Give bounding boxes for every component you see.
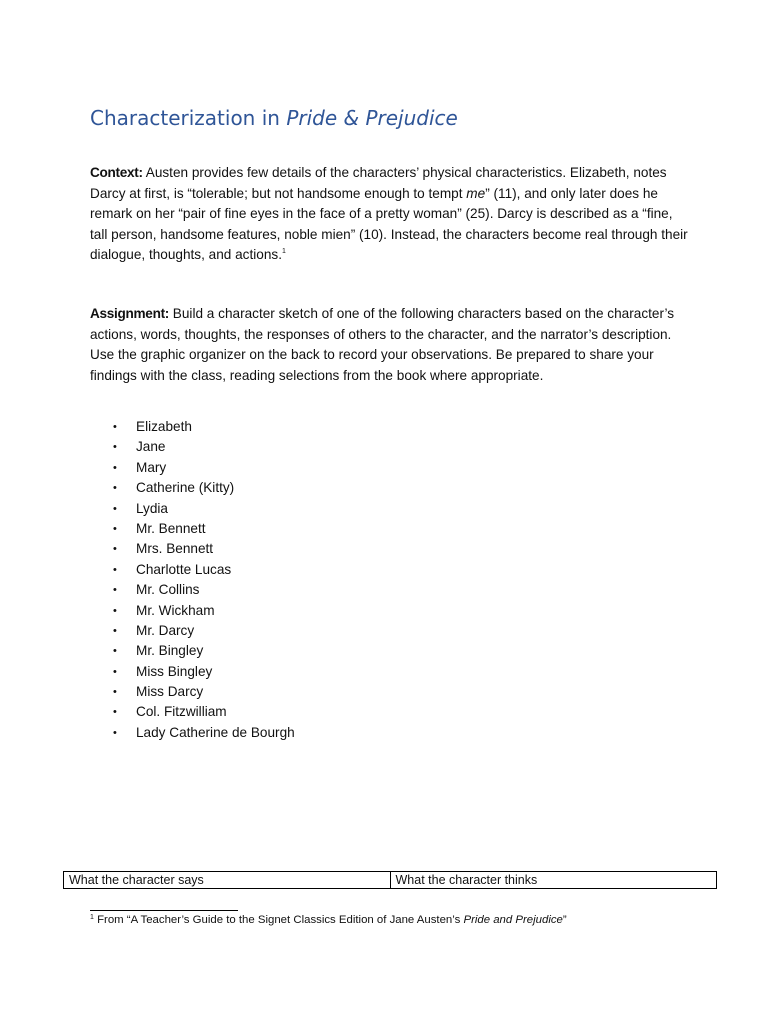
bullet-icon: • [113, 522, 117, 535]
list-item [90, 560, 295, 580]
graphic-organizer-table [63, 871, 717, 889]
character-name: Mr. Darcy [136, 622, 195, 638]
organizer-header-thinks: What the character thinks [390, 872, 717, 888]
organizer-header-says: What the character says [69, 873, 204, 887]
context-paragraph [90, 163, 690, 266]
list-item [90, 621, 295, 641]
character-name: Lady Catherine de Bourgh [136, 724, 295, 740]
assignment-paragraph [90, 304, 690, 386]
footnote-number: 1 [90, 914, 94, 921]
bullet-icon: • [113, 441, 117, 454]
list-item [90, 519, 295, 539]
character-name: Mr. Bennett [136, 520, 206, 536]
bullet-icon: • [113, 665, 117, 678]
list-item [90, 682, 295, 702]
bullet-icon: • [113, 543, 117, 556]
bullet-icon: • [113, 706, 117, 719]
character-name: Lydia [136, 500, 168, 516]
list-item [90, 601, 295, 621]
bullet-icon: • [113, 624, 117, 637]
bullet-icon: • [113, 645, 117, 658]
character-name: Catherine (Kitty) [136, 480, 235, 496]
character-name: Charlotte Lucas [136, 561, 232, 577]
bullet-icon: • [113, 584, 117, 597]
context-emphasis: me [466, 185, 486, 201]
bullet-icon: • [113, 604, 117, 617]
character-name: Mrs. Bennett [136, 541, 214, 557]
character-name: Mary [136, 459, 167, 475]
list-item [90, 580, 295, 600]
list-item [90, 417, 295, 437]
page-title [90, 106, 458, 130]
footnote-prefix: From “A Teacher’s Guide to the Signet Classics Edition of Jane Austen’s [93, 914, 464, 926]
footnote-book: Pride and Prejudice [463, 914, 563, 926]
list-item [90, 499, 295, 519]
footnote [90, 914, 567, 926]
context-text-1: Austen provides few details of the characters’ physical characteristics. Elizabeth, notes Darcy at first, is “tolerable; but not handsome enough to tempt [90, 165, 667, 201]
character-list [90, 417, 295, 743]
character-name: Col. Fitzwilliam [136, 704, 227, 720]
bullet-icon: • [113, 502, 117, 515]
character-name: Mr. Bingley [136, 643, 204, 659]
bullet-icon: • [113, 563, 117, 576]
title-book: Pride & Prejudice [286, 106, 458, 130]
bullet-icon: • [113, 482, 117, 495]
character-name: Mr. Wickham [136, 602, 215, 618]
assignment-label: Assignment: [90, 306, 170, 321]
footnote-suffix: ” [562, 914, 567, 926]
list-item [90, 662, 295, 682]
character-name: Jane [136, 439, 166, 455]
character-name: Mr. Collins [136, 582, 200, 598]
bullet-icon: • [113, 461, 117, 474]
bullet-icon: • [113, 421, 117, 433]
list-item [90, 723, 295, 743]
footnote-separator [90, 910, 238, 911]
bullet-icon: • [113, 686, 117, 699]
list-item [90, 478, 295, 498]
bullet-icon: • [113, 726, 117, 739]
assignment-text: Build a character sketch of one of the following characters based on the character’s actions, words, thoughts, the responses of others to the character, and the narrator’s description. Use the graphic organizer on the back to record your observations. Be prepared to share your findings with the class, reading selections from the book where appropriate. [90, 306, 675, 383]
list-item [90, 437, 295, 457]
list-item [90, 539, 295, 559]
character-name: Miss Darcy [136, 684, 204, 700]
character-name: Miss Bingley [136, 663, 213, 679]
character-name: Elizabeth [136, 419, 192, 434]
context-label: Context: [90, 165, 143, 180]
context-text-2: ” (11), and only later does he remark on her “pair of fine eyes in the face of a pretty woman” (25). Darcy is described as a “fine, tall person, handsome features, noble mien” (10). Instead, the characters become real through their dialogue, thoughts, and actions. [90, 185, 688, 262]
list-item [90, 702, 295, 722]
title-main: Characterization in [90, 106, 287, 130]
footnote-reference[interactable]: 1 [281, 248, 286, 255]
list-item [90, 641, 295, 661]
list-item [90, 458, 295, 478]
